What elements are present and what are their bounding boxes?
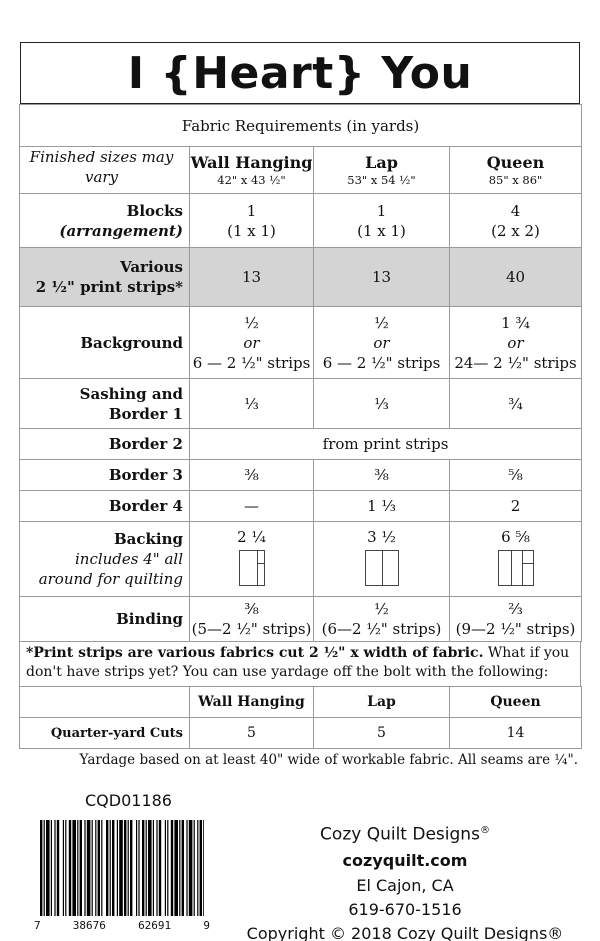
product-code: CQD01186 bbox=[85, 791, 172, 810]
row-blocks: Blocks (arrangement) 1 (1 x 1) 1 (1 x 1) 4 (2 x 2) bbox=[20, 194, 582, 248]
table-subtitle: Fabric Requirements (in yards) bbox=[20, 105, 582, 147]
col-queen: Queen 85" x 86" bbox=[450, 147, 582, 194]
row-background: Background ½ or 6 — 2 ½" strips ½ or 6 — 2 ½" strips 1 ¾ or 24— 2 ½" strips bbox=[20, 307, 582, 379]
barcode bbox=[34, 820, 210, 935]
company-phone: 619-670-1516 bbox=[348, 899, 462, 919]
row-print-strips: Various 2 ½" print strips* 13 13 40 bbox=[20, 248, 582, 307]
pattern-title: I {Heart} You bbox=[127, 47, 473, 99]
row-backing: Backing includes 4" all around for quilting 2 ¼ 3 ½ 6 ⅝ bbox=[20, 522, 582, 597]
title-box bbox=[20, 42, 580, 104]
barcode-digit-3: 62691 bbox=[138, 919, 172, 932]
copyright: Copyright © 2018 Cozy Quilt Designs® bbox=[246, 923, 564, 941]
backing-diagram-lap bbox=[365, 550, 399, 586]
fabric-requirements-table bbox=[19, 104, 582, 642]
row-binding: Binding ⅜ (5—2 ½" strips) ½ (6—2 ½" strips) ⅔ (9—2 ½" strips) bbox=[20, 597, 582, 642]
col-lap: Lap 53" x 54 ½" bbox=[314, 147, 450, 194]
yardage-note: Yardage based on at least 40" wide of workable fabric. All seams are ¼". bbox=[79, 752, 578, 768]
company-info: Cozy Quilt Designs® cozyquilt.com El Cajon, CA 619-670-1516 Copyright © 2018 Cozy Quilt Designs® bbox=[230, 818, 580, 941]
backing-diagram-wall-hanging bbox=[239, 550, 265, 586]
barcode-digit-1: 7 bbox=[34, 919, 41, 932]
row-border-4: Border 4 — 1 ⅓ 2 bbox=[20, 491, 582, 522]
row-quarter-yard: Quarter-yard Cuts 5 5 14 bbox=[20, 718, 582, 749]
company-city: El Cajon, CA bbox=[356, 875, 454, 895]
company-url: cozyquilt.com bbox=[342, 850, 468, 870]
barcode-digit-2: 38676 bbox=[72, 919, 106, 932]
company-name: Cozy Quilt Designs bbox=[320, 824, 480, 845]
print-strips-note: *Print strips are various fabrics cut 2 ½" x width of fabric. What if you don't have strips yet? You can use yardage off the bolt with the following: bbox=[19, 641, 581, 686]
quarter-yard-cuts-table: Wall Hanging Lap Queen Quarter-yard Cuts 5 5 14 bbox=[19, 686, 582, 749]
barcode-digit-4: 9 bbox=[203, 919, 210, 932]
backing-diagram-queen bbox=[498, 550, 534, 586]
row-border-3: Border 3 ⅜ ⅜ ⅝ bbox=[20, 460, 582, 491]
row-border-2: Border 2 from print strips bbox=[20, 429, 582, 460]
col-wall-hanging: Wall Hanging 42" x 43 ½" bbox=[190, 147, 314, 194]
barcode-bars bbox=[40, 820, 204, 916]
finished-note: Finished sizes may vary bbox=[20, 147, 190, 194]
row-sashing: Sashing and Border 1 ⅓ ⅓ ¾ bbox=[20, 379, 582, 429]
